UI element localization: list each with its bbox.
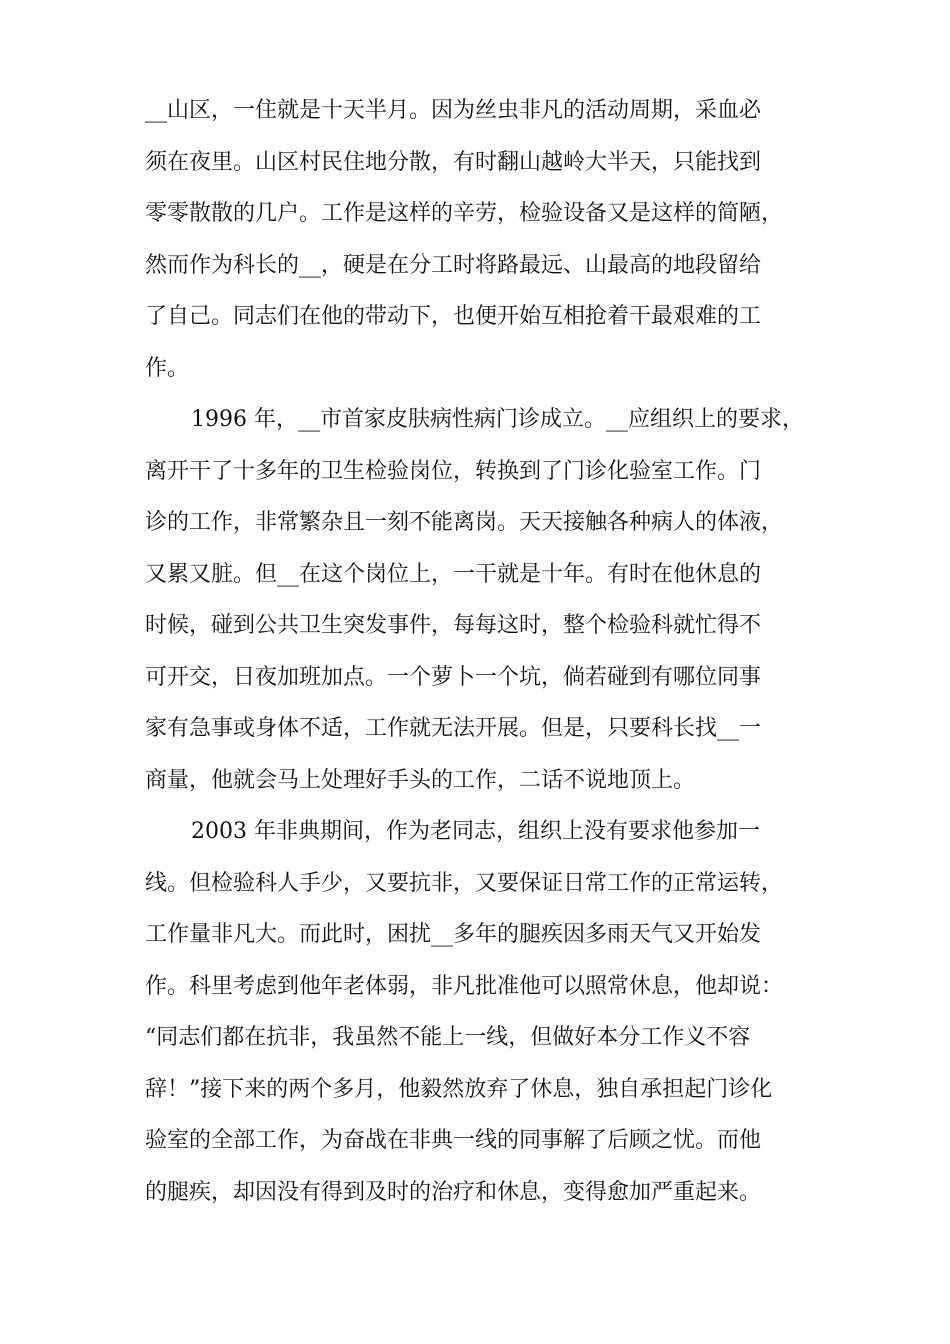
text-line: 作。	[145, 355, 190, 381]
text-line: 零零散散的几户。工作是这样的辛劳，检验设备又是这样的简陋，	[145, 201, 784, 226]
text-line: 辞！”接下来的两个多月，他毅然放弃了休息，独自承担起门诊化	[145, 1076, 773, 1102]
text-line: 可开交，日夜加班加点。一个萝卜一个坑，倘若碰到有哪位同事	[145, 664, 762, 690]
text-line: 时候，碰到公共卫生突发事件，每每这时，整个检验科就忙得不	[145, 613, 762, 638]
text-line: “同志们都在抗非，我虽然不能上一线，但做好本分工作义不容	[145, 1025, 751, 1050]
document-body	[145, 85, 815, 1218]
text-line: 了自己。同志们在他的带动下，也便开始互相抢着干最艰难的工	[145, 304, 762, 329]
text-line: 验室的全部工作，为奋战在非典一线的同事解了后顾之忧。而他	[145, 1128, 762, 1153]
text-line: 线。但检验科人手少，又要抗非，又要保证日常工作的正常运转，	[145, 870, 784, 896]
text-line: 的腿疾，却因没有得到及时的治疗和休息，变得愈加严重起来。	[145, 1179, 762, 1205]
text-line: 然而作为科长的__，硬是在分工时将路最远、山最高的地段留给	[145, 252, 762, 278]
paragraph-3	[145, 806, 815, 1218]
text-line: __山区，一住就是十天半月。因为丝虫非凡的活动周期，采血必	[145, 98, 762, 123]
text-line: 又累又脏。但__在这个岗位上，一干就是十年。有时在他休息的	[145, 561, 762, 587]
text-line: 须在夜里。山区村民住地分散，有时翻山越岭大半天，只能找到	[145, 149, 762, 175]
paragraph-1	[145, 85, 815, 394]
text-line: 作。科里考虑到他年老体弱，非凡批准他可以照常休息，他却说：	[145, 973, 784, 999]
paragraph-2	[145, 394, 815, 806]
text-line: 诊的工作，非常繁杂且一刻不能离岗。天天接触各种病人的体液，	[145, 510, 784, 535]
text-line: 商量，他就会马上处理好手头的工作，二话不说地顶上。	[145, 767, 696, 793]
text-line: 离开干了十多年的卫生检验岗位，转换到了门诊化验室工作。门	[145, 458, 762, 484]
text-line: 1996 年，__市首家皮肤病性病门诊成立。__应组织上的要求，	[191, 407, 804, 432]
text-line: 2003 年非典期间，作为老同志，组织上没有要求他参加一	[191, 819, 760, 844]
text-line: 工作量非凡大。而此时，困扰__多年的腿疾因多雨天气又开始发	[145, 922, 762, 947]
text-line: 家有急事或身体不适，工作就无法开展。但是，只要科长找__一	[145, 716, 762, 741]
